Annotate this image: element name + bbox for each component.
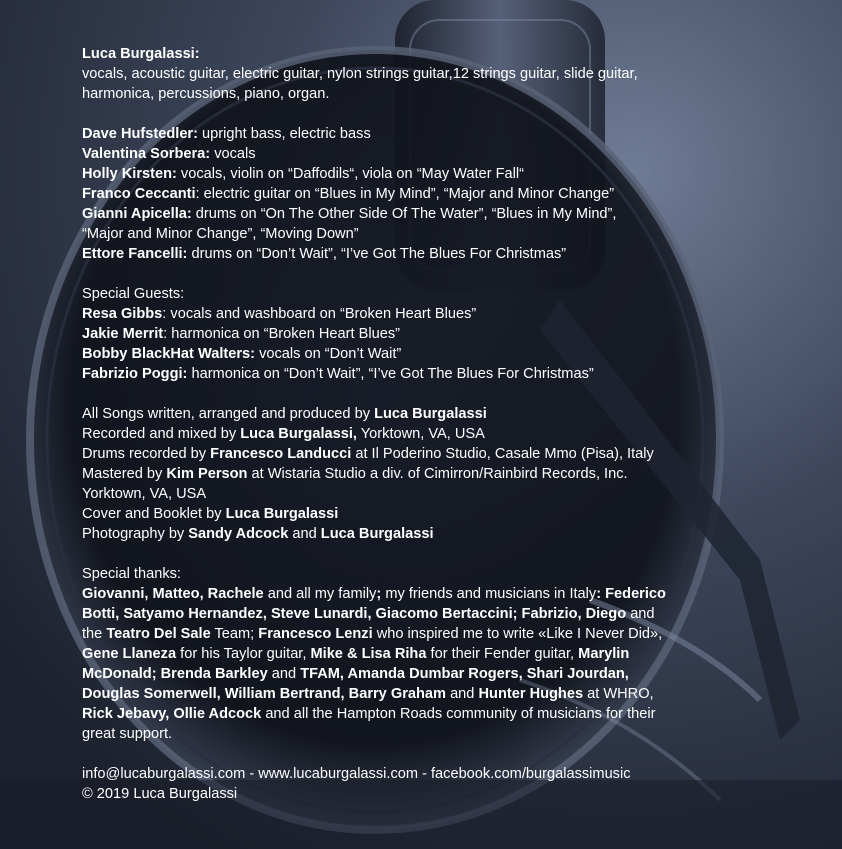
bold-name: Giovanni, Matteo, Rachele bbox=[82, 586, 264, 602]
bold-name: ; bbox=[376, 586, 382, 602]
credit-text: info@lucaburgalassi.com - www.lucaburgalassi.com - facebook.com/burgalassimusic bbox=[82, 766, 631, 782]
credit-line bbox=[82, 344, 762, 364]
credit-line bbox=[82, 64, 762, 84]
credit-text: : harmonica on “Broken Heart Blues” bbox=[163, 326, 400, 342]
credit-line bbox=[82, 784, 762, 804]
credit-text: for their Fender guitar, bbox=[426, 646, 579, 662]
bold-name: Douglas Somerwell, William Bertrand, Barry Graham bbox=[82, 686, 447, 702]
credit-line bbox=[82, 684, 762, 704]
credit-text: at Wistaria Studio a div. of Cimirron/Rainbird Records, Inc. bbox=[247, 466, 628, 482]
credit-text: Drums recorded by bbox=[82, 446, 211, 462]
credit-line bbox=[82, 164, 762, 184]
credit-text: : vocals and washboard on “Broken Heart Blues” bbox=[162, 306, 477, 322]
bold-name: : Federico bbox=[596, 586, 666, 602]
credit-text: harmonica, percussions, piano, organ. bbox=[82, 86, 330, 102]
credit-text: upright bass, electric bass bbox=[197, 126, 371, 142]
credit-line bbox=[82, 644, 762, 664]
credit-line bbox=[82, 324, 762, 344]
credit-line bbox=[82, 564, 762, 584]
credit-text: who inspired me to write «Like I Never Did», bbox=[372, 626, 663, 642]
bold-name: Kim Person bbox=[166, 466, 248, 482]
bold-name: Luca Burgalassi, bbox=[240, 426, 357, 442]
bold-name: Ettore Fancelli: bbox=[82, 246, 188, 262]
bold-name: Botti, Satyamo Hernandez, Steve Lunardi, Giacomo Bertaccini; Fabrizio, Diego bbox=[82, 606, 627, 622]
credit-line bbox=[82, 244, 762, 264]
credit-text: Yorktown, VA, USA bbox=[356, 426, 485, 442]
credit-text: Cover and Booklet by bbox=[82, 506, 226, 522]
credit-text: and bbox=[267, 666, 301, 682]
credit-line bbox=[82, 44, 762, 64]
bold-name: Sandy Adcock bbox=[188, 526, 289, 542]
credits-block bbox=[82, 124, 762, 264]
credit-text: Special thanks: bbox=[82, 566, 181, 582]
credit-text: vocals, acoustic guitar, electric guitar, nylon strings guitar,12 strings guitar, slide guitar, bbox=[82, 66, 638, 82]
bold-name: Jakie Merrit bbox=[82, 326, 164, 342]
credit-line bbox=[82, 624, 762, 644]
bold-name: Mike & Lisa Riha bbox=[310, 646, 427, 662]
credit-line bbox=[82, 724, 762, 744]
bold-name: TFAM, Amanda Dumbar Rogers, Shari Jourdan, bbox=[300, 666, 629, 682]
credit-line bbox=[82, 184, 762, 204]
credit-text: my friends and musicians in Italy bbox=[381, 586, 597, 602]
bold-name: Resa Gibbs bbox=[82, 306, 163, 322]
liner-notes-credits bbox=[82, 44, 762, 824]
bold-name: Fabrizio Poggi: bbox=[82, 366, 188, 382]
bold-name: Gene Llaneza bbox=[82, 646, 177, 662]
credit-text: and bbox=[288, 526, 321, 542]
credit-text: great support. bbox=[82, 726, 173, 742]
credit-text: and bbox=[446, 686, 479, 702]
bold-name: Luca Burgalassi bbox=[320, 526, 434, 542]
credit-line bbox=[82, 144, 762, 164]
credit-text: drums on “On The Other Side Of The Water”, “Blues in My Mind”, bbox=[191, 206, 617, 222]
credit-line bbox=[82, 304, 762, 324]
bold-name: Dave Hufstedler: bbox=[82, 126, 198, 142]
credit-line bbox=[82, 504, 762, 524]
credits-block bbox=[82, 564, 762, 744]
credit-line bbox=[82, 284, 762, 304]
credit-text: vocals bbox=[210, 146, 256, 162]
credit-line bbox=[82, 464, 762, 484]
credit-text: and all the Hampton Roads community of musicians for their bbox=[261, 706, 656, 722]
credit-text: Yorktown, VA, USA bbox=[82, 486, 207, 502]
credit-text: harmonica on “Don’t Wait”, “I’ve Got The Blues For Christmas” bbox=[187, 366, 594, 382]
credit-text: the bbox=[82, 626, 107, 642]
bold-name: Holly Kirsten: bbox=[82, 166, 177, 182]
bold-name: Francesco Lenzi bbox=[258, 626, 373, 642]
credit-text: © 2019 Luca Burgalassi bbox=[82, 786, 238, 802]
bold-name: Franco Ceccanti bbox=[82, 186, 196, 202]
credit-text: and bbox=[626, 606, 655, 622]
credits-block bbox=[82, 404, 762, 544]
bold-name: Gianni Apicella: bbox=[82, 206, 192, 222]
credit-line bbox=[82, 764, 762, 784]
bold-name: Francesco Landucci bbox=[210, 446, 352, 462]
credit-line bbox=[82, 424, 762, 444]
credit-text: vocals, violin on “Daffodils“, viola on “May Water Fall“ bbox=[176, 166, 524, 182]
credits-block bbox=[82, 284, 762, 384]
credit-line bbox=[82, 444, 762, 464]
credit-line bbox=[82, 124, 762, 144]
bold-name: Teatro Del Sale bbox=[106, 626, 211, 642]
bold-name: Luca Burgalassi: bbox=[82, 46, 200, 62]
credit-line bbox=[82, 584, 762, 604]
credit-line bbox=[82, 404, 762, 424]
credit-text: “Major and Minor Change”, “Moving Down” bbox=[82, 226, 359, 242]
credits-block bbox=[82, 764, 762, 804]
bold-name: McDonald; Brenda Barkley bbox=[82, 666, 268, 682]
bold-name: Hunter Hughes bbox=[478, 686, 584, 702]
credit-line bbox=[82, 484, 762, 504]
credit-text: All Songs written, arranged and produced by bbox=[82, 406, 375, 422]
credit-line bbox=[82, 84, 762, 104]
credit-text: Special Guests: bbox=[82, 286, 185, 302]
credit-text: vocals on “Don’t Wait” bbox=[255, 346, 402, 362]
credit-text: Photography by bbox=[82, 526, 189, 542]
bold-name: Marylin bbox=[578, 646, 630, 662]
bold-name: Bobby BlackHat Walters: bbox=[82, 346, 256, 362]
bold-name: Valentina Sorbera: bbox=[82, 146, 211, 162]
credit-line bbox=[82, 604, 762, 624]
credit-text: for his Taylor guitar, bbox=[176, 646, 311, 662]
credit-text: at WHRO, bbox=[583, 686, 654, 702]
credit-text: at Il Poderino Studio, Casale Mmo (Pisa), Italy bbox=[351, 446, 654, 462]
credit-line bbox=[82, 664, 762, 684]
credit-text: Team; bbox=[210, 626, 259, 642]
credit-line bbox=[82, 364, 762, 384]
bold-name: Rick Jebavy, Ollie Adcock bbox=[82, 706, 262, 722]
credit-line bbox=[82, 524, 762, 544]
credit-text: Mastered by bbox=[82, 466, 167, 482]
credit-text: : electric guitar on “Blues in My Mind”, “Major and Minor Change” bbox=[195, 186, 615, 202]
bold-name: Luca Burgalassi bbox=[374, 406, 487, 422]
credit-text: and all my family bbox=[263, 586, 377, 602]
credit-line bbox=[82, 224, 762, 244]
credit-text: Recorded and mixed by bbox=[82, 426, 241, 442]
credit-text: drums on “Don’t Wait”, “I’ve Got The Blues For Christmas” bbox=[187, 246, 567, 262]
credit-line bbox=[82, 204, 762, 224]
credits-block bbox=[82, 44, 762, 104]
credit-line bbox=[82, 704, 762, 724]
bold-name: Luca Burgalassi bbox=[225, 506, 339, 522]
